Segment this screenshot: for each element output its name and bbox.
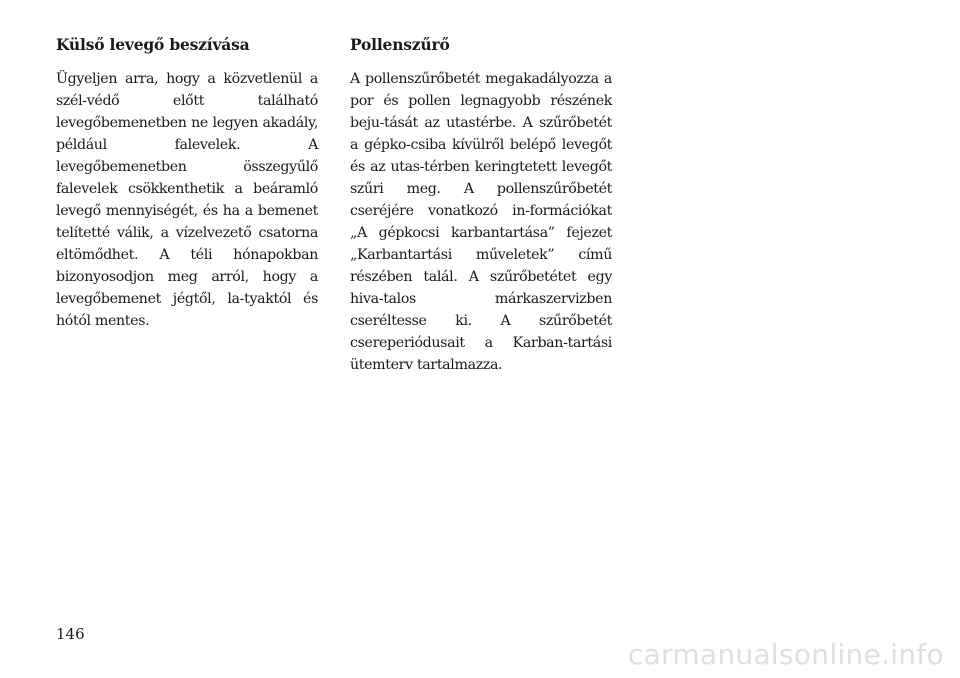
watermark: carmanualsonline.info <box>627 638 944 671</box>
section-body-outside-air: Ügyeljen arra, hogy a közvetlenül a szél-védő előtt található levegőbemenetben ne legyen akadály, például falevelek. A levegőbemenetben összegyűlő falevelek csökkenthetik a beáramló levegő mennyiségét, és ha a bemenet telítetté válik, a vízelvezető csatorna eltömődhet. A téli hónapokban bizonyosodjon meg arról, hogy a levegőbemenet jégtől, la-tyaktól és hótól mentes. <box>56 71 318 329</box>
section-heading-outside-air: Külső levegő beszívása <box>56 35 250 54</box>
right-column <box>350 34 612 376</box>
left-column <box>56 34 318 332</box>
section-heading-pollen-filter: Pollenszűrő <box>350 35 450 54</box>
page-number: 146 <box>56 625 85 643</box>
section-body-pollen-filter: A pollenszűrőbetét megakadályozza a por és pollen legnagyobb részének beju-tását az utastérbe. A szűrőbetét a gépko-csiba kívülről belépő levegőt és az utas-térben keringtetett levegőt szűri meg. A pollenszűrőbetét cseréjére vonatkozó in-formációkat „A gépkocsi karbantartása” fejezet „Karbantartási műveletek” című részében talál. A szűrőbetétet egy hiva-talos márkaszervizben cseréltesse ki. A szűrőbetét csereperiódusait a Karban-tartási ütemterv tartalmazza. <box>350 71 612 373</box>
